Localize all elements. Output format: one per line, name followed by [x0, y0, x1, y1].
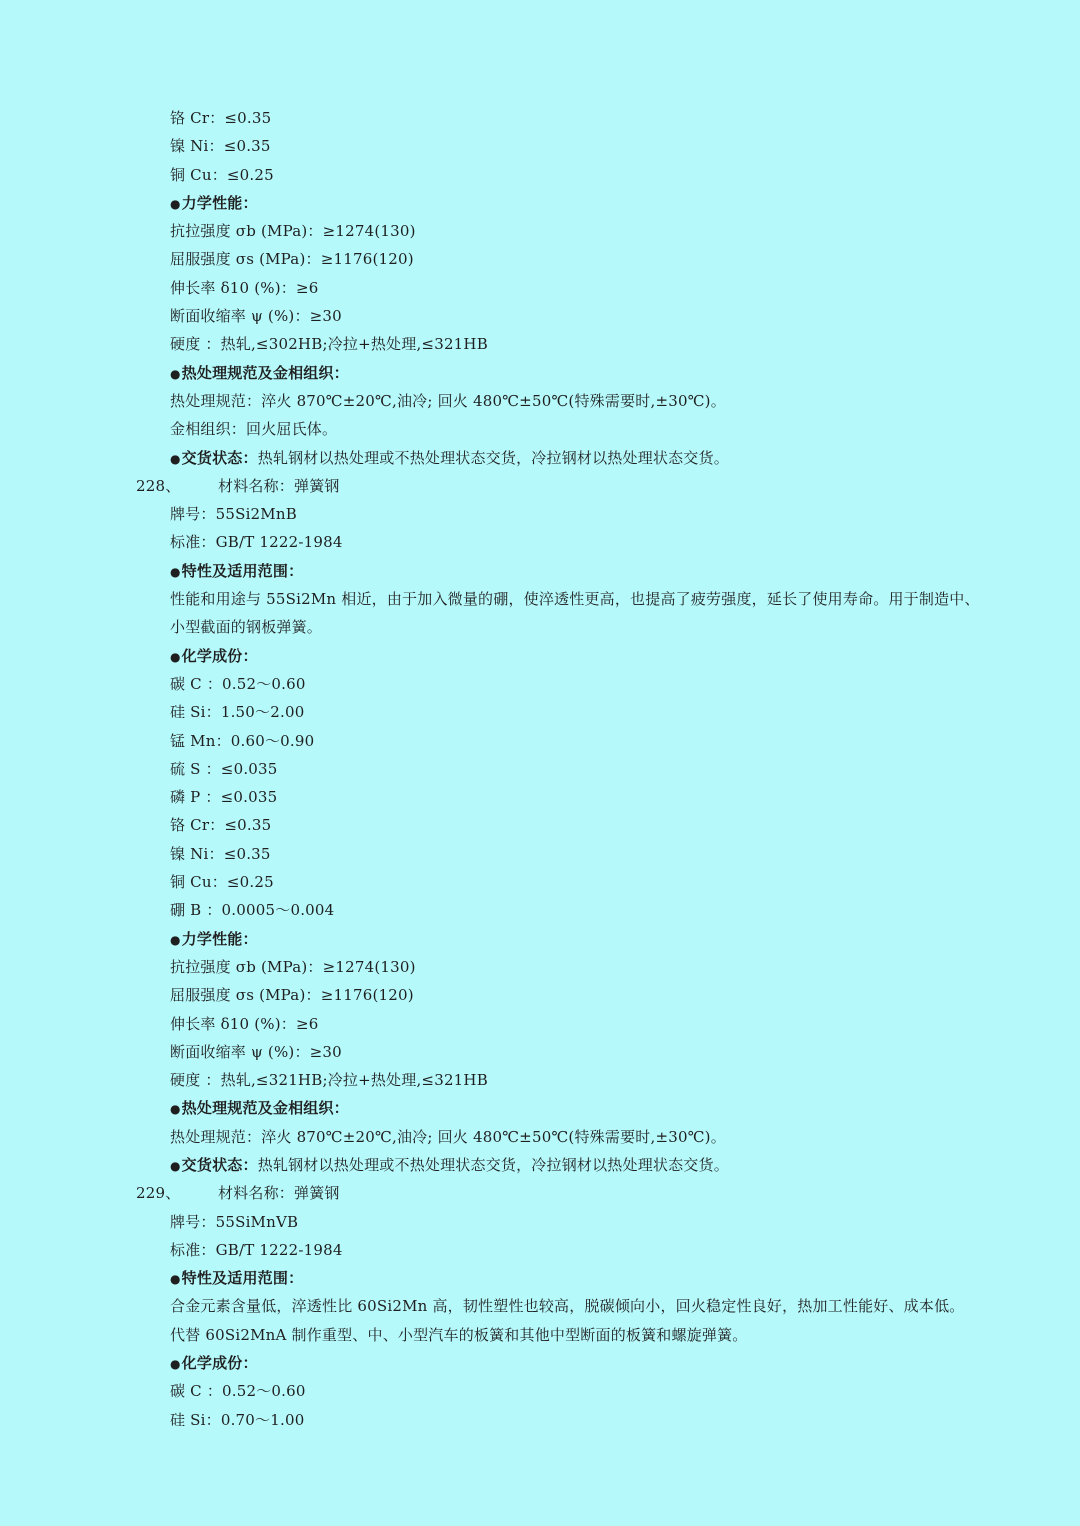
mech-line: 抗拉强度 σb (MPa)：≥1274(130) [170, 957, 416, 976]
standard-line: 标准：GB/T 1222-1984 [170, 533, 343, 552]
bullet-icon: ● [170, 451, 181, 466]
mech-line: 硬度 ：热轧,≤321HB;冷拉+热处理,≤321HB [170, 1071, 488, 1090]
mech-line: 断面收缩率 ψ (%)：≥30 [170, 1042, 342, 1061]
mech-line: 屈服强度 σs (MPa)：≥1176(120) [170, 250, 414, 269]
chem-line: 镍 Ni：≤0.35 [170, 137, 271, 156]
prop-line: 小型截面的钢板弹簧。 [170, 618, 323, 637]
chem-line: 碳 C ：0.52～0.60 [170, 1382, 306, 1401]
grade-line: 牌号：55SiMnVB [170, 1212, 299, 1231]
section-heading: ●力学性能： [170, 193, 258, 212]
mech-line: 伸长率 δ10 (%)：≥6 [170, 278, 319, 297]
document-page [0, 104, 1080, 1434]
section-heading: ●特性及适用范围： [170, 561, 304, 580]
chem-line: 硅 Si：0.70～1.00 [170, 1410, 305, 1429]
bullet-icon: ● [170, 1158, 181, 1173]
chem-line: 铬 Cr：≤0.35 [170, 109, 272, 127]
grade-line: 牌号：55Si2MnB [170, 505, 297, 524]
bullet-icon: ● [170, 1272, 181, 1287]
section-heading: ●交货状态：热轧钢材以热处理或不热处理状态交货，冷拉钢材以热处理状态交货。 [170, 448, 729, 467]
chem-line: 铬 Cr：≤0.35 [170, 816, 272, 835]
chem-line: 镍 Ni：≤0.35 [170, 844, 271, 863]
chem-line: 硼 B ：0.0005～0.004 [170, 901, 335, 920]
section-heading: ●化学成份： [170, 1354, 258, 1373]
section-heading: ●力学性能： [170, 929, 258, 948]
bullet-icon: ● [170, 196, 181, 211]
bullet-icon: ● [170, 564, 181, 579]
entry-header [0, 472, 1080, 500]
chem-line: 铜 Cu：≤0.25 [170, 165, 274, 184]
chem-line: 磷 P ：≤0.035 [170, 788, 278, 807]
material-name: 材料名称：弹簧钢 [218, 1184, 340, 1203]
mech-line: 屈服强度 σs (MPa)：≥1176(120) [170, 986, 414, 1005]
heat-line: 热处理规范：淬火 870℃±20℃,油冷; 回火 480℃±50℃(特殊需要时,±30℃)。 [170, 391, 726, 410]
section-heading: ●化学成份： [170, 646, 258, 665]
chem-line: 铜 Cu：≤0.25 [170, 873, 274, 892]
section-heading: ●交货状态：热轧钢材以热处理或不热处理状态交货，冷拉钢材以热处理状态交货。 [170, 1155, 729, 1174]
prop-line: 合金元素含量低，淬透性比 60Si2Mn 高，韧性塑性也较高，脱碳倾向小，回火稳定性良好，热加工性能好、成本低。 [170, 1297, 965, 1316]
bullet-icon: ● [170, 1357, 181, 1372]
bullet-icon: ● [170, 366, 181, 381]
mech-line: 伸长率 δ10 (%)：≥6 [170, 1014, 319, 1033]
heat-line: 热处理规范：淬火 870℃±20℃,油冷; 回火 480℃±50℃(特殊需要时,±30℃)。 [170, 1127, 726, 1146]
chem-line: 硅 Si：1.50～2.00 [170, 703, 305, 722]
mech-line: 硬度 ：热轧,≤302HB;冷拉+热处理,≤321HB [170, 335, 488, 354]
chem-line: 碳 C ：0.52～0.60 [170, 674, 306, 693]
chem-line: 硫 S ：≤0.035 [170, 759, 278, 778]
bullet-icon: ● [170, 932, 181, 947]
section-heading: ●热处理规范及金相组织： [170, 1099, 349, 1118]
entry-number: 229、 [136, 1184, 181, 1203]
section-heading: ●热处理规范及金相组织： [170, 363, 349, 382]
entry-header [0, 1179, 1080, 1207]
prop-line: 性能和用途与 55Si2Mn 相近，由于加入微量的硼，使淬透性更高，也提高了疲劳强度，延长了使用寿命。用于制造中、 [170, 590, 980, 609]
section-heading: ●特性及适用范围： [170, 1269, 304, 1288]
delivery-text: 热轧钢材以热处理或不热处理状态交货，冷拉钢材以热处理状态交货。 [257, 448, 729, 467]
standard-line: 标准：GB/T 1222-1984 [170, 1240, 343, 1259]
bullet-icon: ● [170, 649, 181, 664]
material-name: 材料名称：弹簧钢 [218, 476, 340, 495]
entry-number: 228、 [136, 476, 181, 495]
delivery-text: 热轧钢材以热处理或不热处理状态交货，冷拉钢材以热处理状态交货。 [257, 1155, 729, 1174]
mech-line: 断面收缩率 ψ (%)：≥30 [170, 307, 342, 326]
prop-line: 代替 60Si2MnA 制作重型、中、小型汽车的板簧和其他中型断面的板簧和螺旋弹簧。 [170, 1325, 748, 1344]
chem-line: 锰 Mn：0.60～0.90 [170, 731, 315, 750]
mech-line: 抗拉强度 σb (MPa)：≥1274(130) [170, 222, 416, 241]
bullet-icon: ● [170, 1102, 181, 1117]
heat-line: 金相组织：回火屈氏体。 [170, 420, 338, 439]
